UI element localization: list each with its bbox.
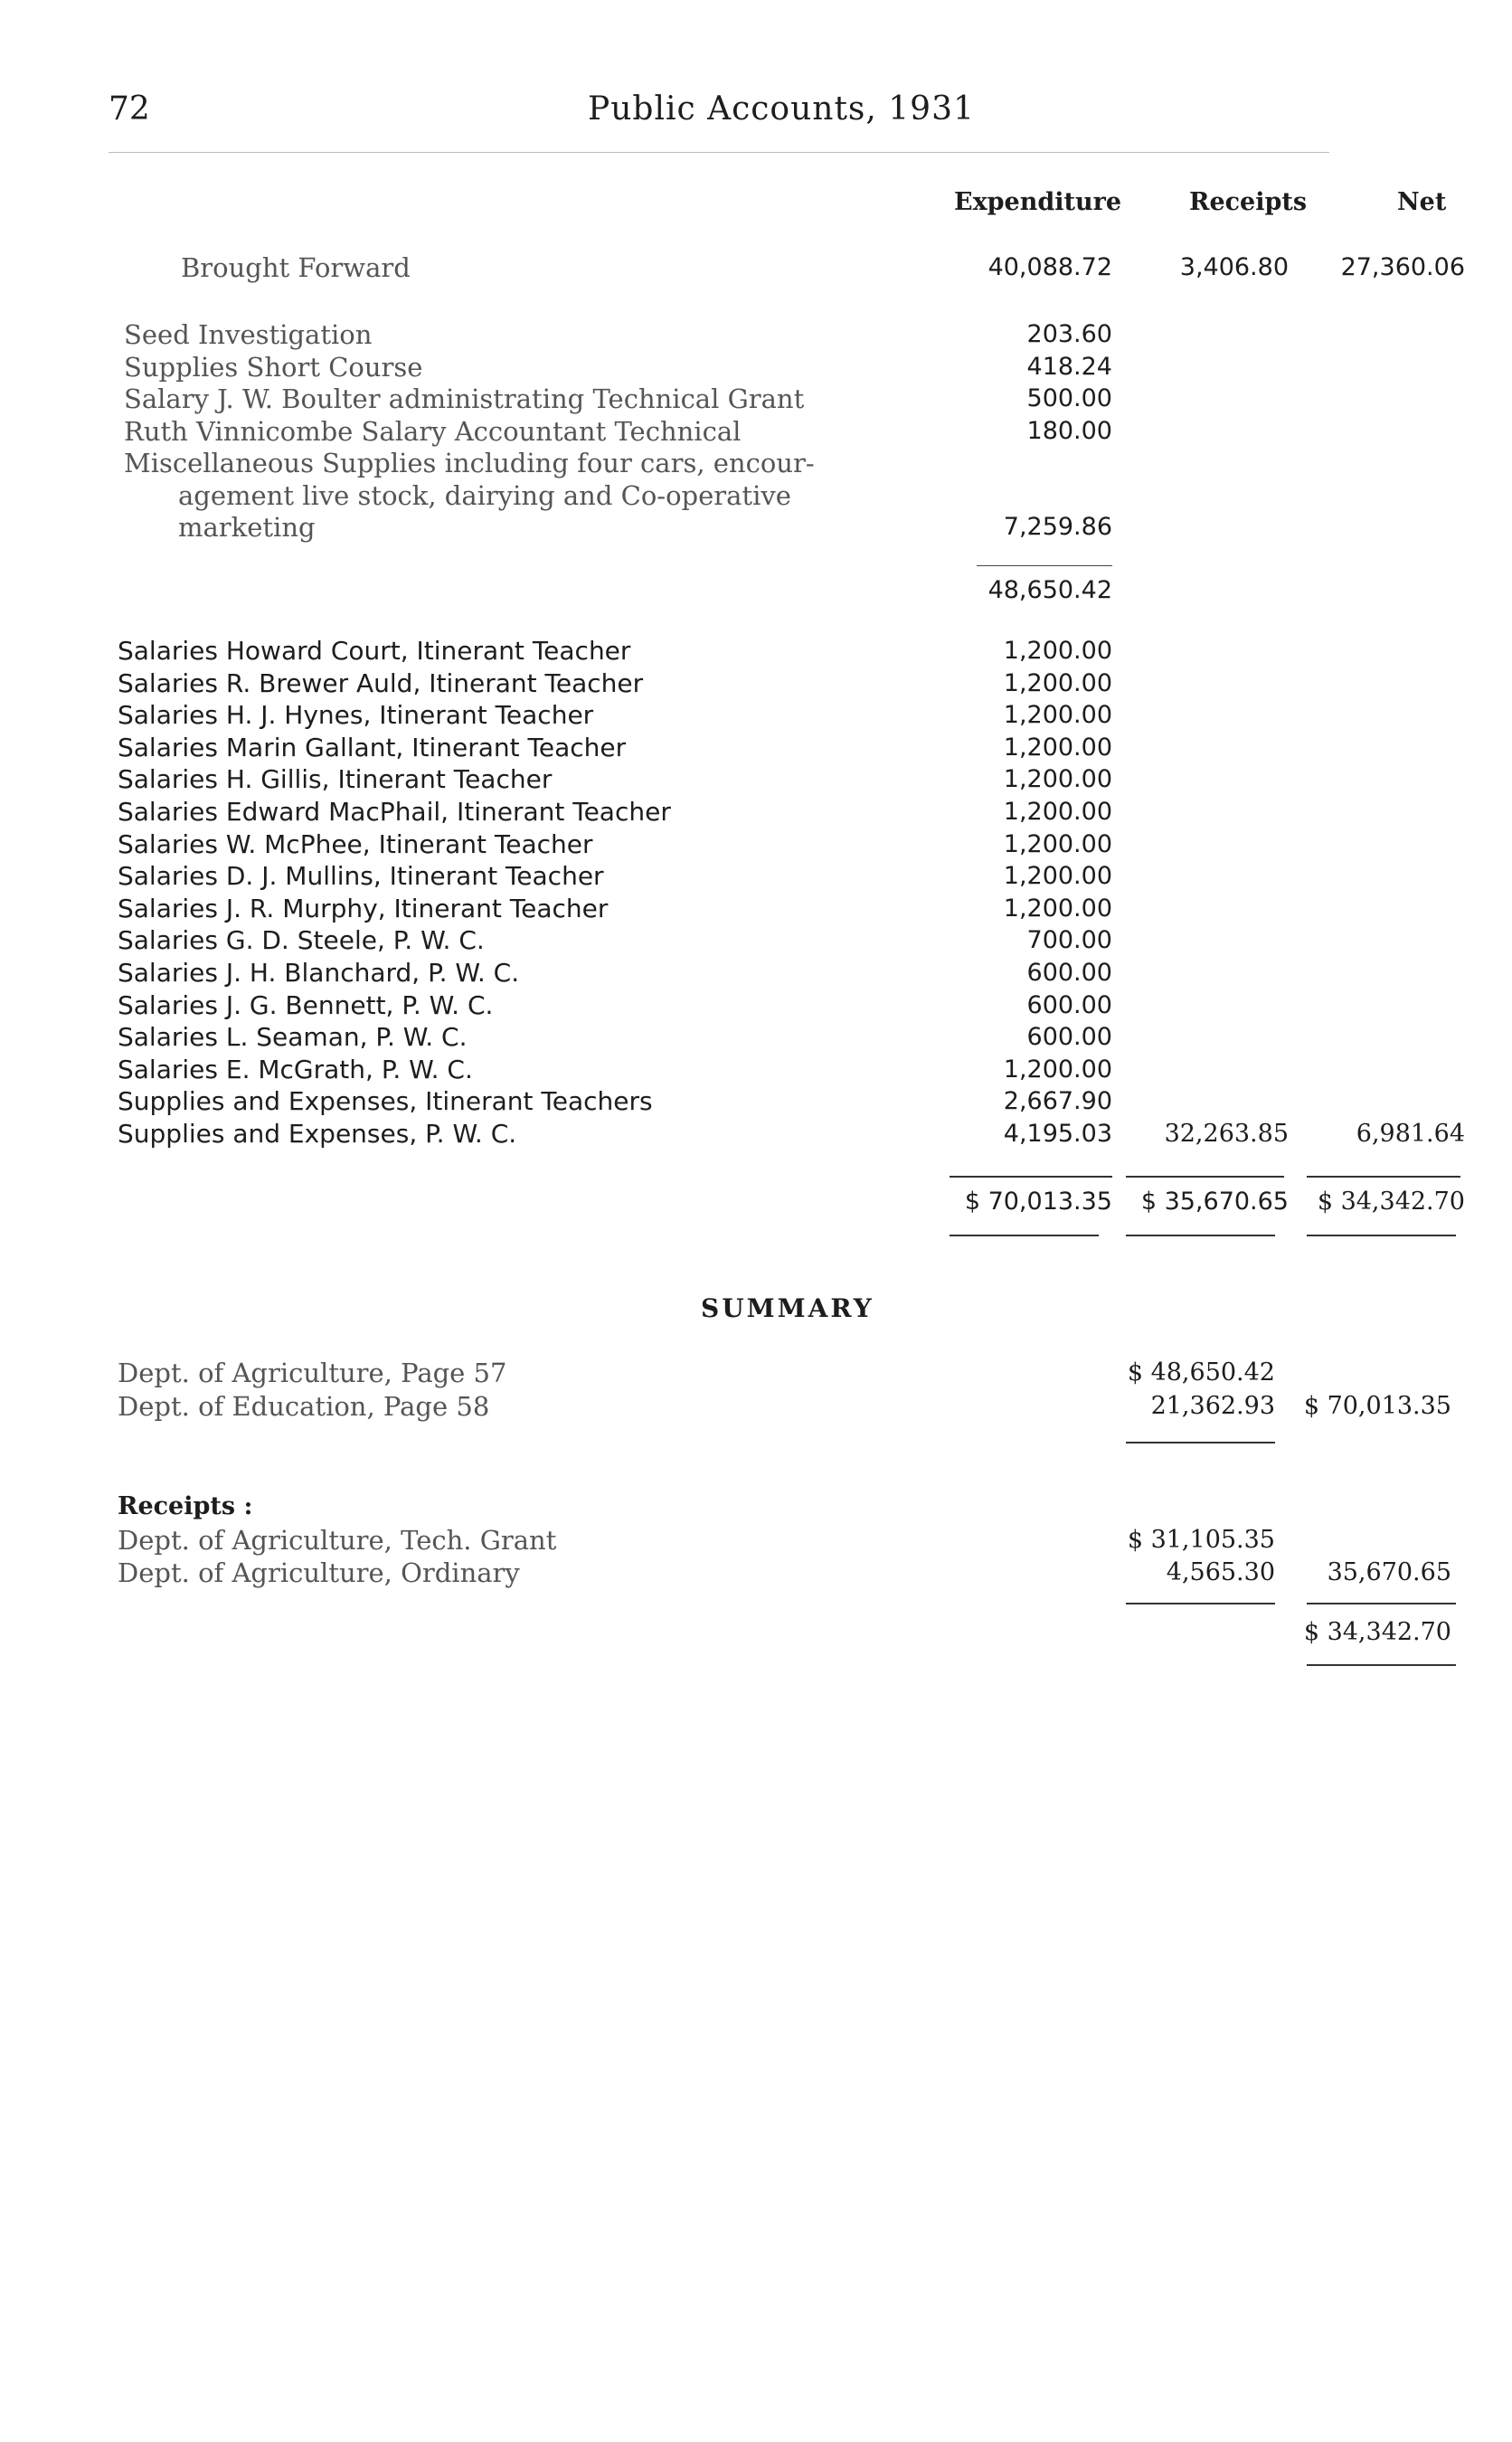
group1-total: 48,650.42 <box>988 576 1112 604</box>
line-item-expenditure: 600.00 <box>1026 959 1112 987</box>
brought-forward-receipts: 3,406.80 <box>1179 253 1289 281</box>
brought-forward-expenditure: 40,088.72 <box>988 253 1112 281</box>
receipt-row-amount: $ 31,105.35 <box>1127 1526 1275 1554</box>
line-item-label: Salaries D. J. Mullins, Itinerant Teacher <box>118 861 604 892</box>
totals-bottom-rule-receipts <box>1126 1235 1275 1236</box>
line-item-net: 6,981.64 <box>1356 1120 1465 1148</box>
totals-top-rule-net <box>1307 1176 1460 1178</box>
receipts-rule-net <box>1307 1603 1456 1604</box>
line-item-expenditure: 1,200.00 <box>1003 733 1112 762</box>
final-rule <box>1307 1664 1456 1666</box>
summary-row-amount: $ 48,650.42 <box>1127 1358 1275 1387</box>
line-item-expenditure: 1,200.00 <box>1003 862 1112 891</box>
summary-row-label: Dept. of Agriculture, Page 57 <box>118 1358 507 1388</box>
brought-forward-net: 27,360.06 <box>1340 253 1465 281</box>
header-rule <box>109 152 1329 153</box>
line-item-label: Salaries L. Seaman, P. W. C. <box>118 1022 468 1053</box>
summary-title: SUMMARY <box>701 1293 874 1323</box>
line-item-expenditure: 180.00 <box>1026 416 1112 445</box>
summary-rule <box>1126 1442 1275 1443</box>
line-item-label: Salaries E. McGrath, P. W. C. <box>118 1054 473 1084</box>
line-item-expenditure: 1,200.00 <box>1003 829 1112 858</box>
totals-bottom-rule <box>950 1235 1099 1236</box>
line-item-expenditure: 1,200.00 <box>1003 637 1112 665</box>
total-expenditure: $ 70,013.35 <box>964 1188 1112 1216</box>
summary-row-label: Dept. of Education, Page 58 <box>118 1391 490 1422</box>
total-receipts: $ 35,670.65 <box>1140 1188 1289 1216</box>
line-item-label: Salaries G. D. Steele, P. W. C. <box>118 925 485 956</box>
totals-top-rule <box>950 1176 1112 1178</box>
receipt-row-amount: 4,565.30 <box>1166 1558 1275 1586</box>
receipt-row-label: Dept. of Agriculture, Ordinary <box>118 1557 520 1588</box>
final-net: $ 34,342.70 <box>1303 1618 1451 1646</box>
line-item-expenditure: 1,200.00 <box>1003 798 1112 826</box>
total-net: $ 34,342.70 <box>1317 1188 1465 1216</box>
line-item-label: agement live stock, dairying and Co-operative <box>178 479 791 511</box>
receipt-row-label: Dept. of Agriculture, Tech. Grant <box>118 1525 557 1556</box>
line-item-expenditure: 1,200.00 <box>1003 701 1112 730</box>
summary-row-amount: 21,362.93 <box>1150 1392 1275 1420</box>
line-item-expenditure: 7,259.86 <box>1003 513 1112 541</box>
line-item-label: Salaries Howard Court, Itinerant Teacher <box>118 636 631 666</box>
line-item-expenditure: 1,200.00 <box>1003 1055 1112 1084</box>
line-item-label: Supplies Short Course <box>124 351 423 383</box>
line-item-label: Salaries Marin Gallant, Itinerant Teacher <box>118 732 627 762</box>
col-header-receipts: Receipts <box>1189 188 1308 216</box>
totals-bottom-rule-net <box>1307 1235 1456 1236</box>
summary-row-total: $ 70,013.35 <box>1303 1392 1451 1420</box>
line-item-expenditure: 700.00 <box>1026 926 1112 955</box>
line-item-expenditure: 2,667.90 <box>1003 1087 1112 1116</box>
line-item-label: Salaries Edward MacPhail, Itinerant Teacher <box>118 797 671 827</box>
receipts-rule <box>1126 1603 1275 1604</box>
line-item-label: Salaries R. Brewer Auld, Itinerant Teacher <box>118 667 644 698</box>
group1-rule <box>977 565 1112 566</box>
line-item-expenditure: 4,195.03 <box>1003 1120 1112 1148</box>
line-item-label: Supplies and Expenses, P. W. C. <box>118 1119 517 1149</box>
line-item-label: Salary J. W. Boulter administrating Technical Grant <box>124 383 805 414</box>
line-item-expenditure: 600.00 <box>1026 990 1112 1019</box>
line-item-label: Ruth Vinnicombe Salary Accountant Technical <box>124 415 742 447</box>
line-item-expenditure: 418.24 <box>1026 352 1112 381</box>
line-item-expenditure: 1,200.00 <box>1003 894 1112 923</box>
col-header-expenditure: Expenditure <box>954 188 1122 216</box>
line-item-label: marketing <box>178 512 316 543</box>
line-item-expenditure: 203.60 <box>1026 320 1112 348</box>
line-item-expenditure: 500.00 <box>1026 384 1112 412</box>
page-title: Public Accounts, 1931 <box>588 90 975 128</box>
line-item-receipts: 32,263.85 <box>1164 1120 1289 1148</box>
line-item-label: Salaries J. R. Murphy, Itinerant Teacher <box>118 893 609 923</box>
line-item-expenditure: 600.00 <box>1026 1023 1112 1052</box>
line-item-label: Salaries H. Gillis, Itinerant Teacher <box>118 764 553 795</box>
receipts-heading: Receipts : <box>118 1492 253 1520</box>
line-item-label: Salaries J. G. Bennett, P. W. C. <box>118 989 494 1020</box>
line-item-label: Miscellaneous Supplies including four cars, encour- <box>124 448 815 478</box>
line-item-label: Supplies and Expenses, Itinerant Teachers <box>118 1086 653 1117</box>
col-header-net: Net <box>1397 188 1447 216</box>
line-item-label: Salaries J. H. Blanchard, P. W. C. <box>118 958 520 988</box>
receipt-row-total: 35,670.65 <box>1327 1558 1451 1586</box>
line-item-label: Salaries W. McPhee, Itinerant Teacher <box>118 828 593 859</box>
page-number: 72 <box>109 90 150 128</box>
brought-forward-label: Brought Forward <box>181 252 411 283</box>
totals-top-rule-receipts <box>1126 1176 1284 1178</box>
line-item-expenditure: 1,200.00 <box>1003 668 1112 697</box>
line-item-label: Salaries H. J. Hynes, Itinerant Teacher <box>118 700 594 731</box>
line-item-label: Seed Investigation <box>124 319 373 350</box>
line-item-expenditure: 1,200.00 <box>1003 765 1112 794</box>
